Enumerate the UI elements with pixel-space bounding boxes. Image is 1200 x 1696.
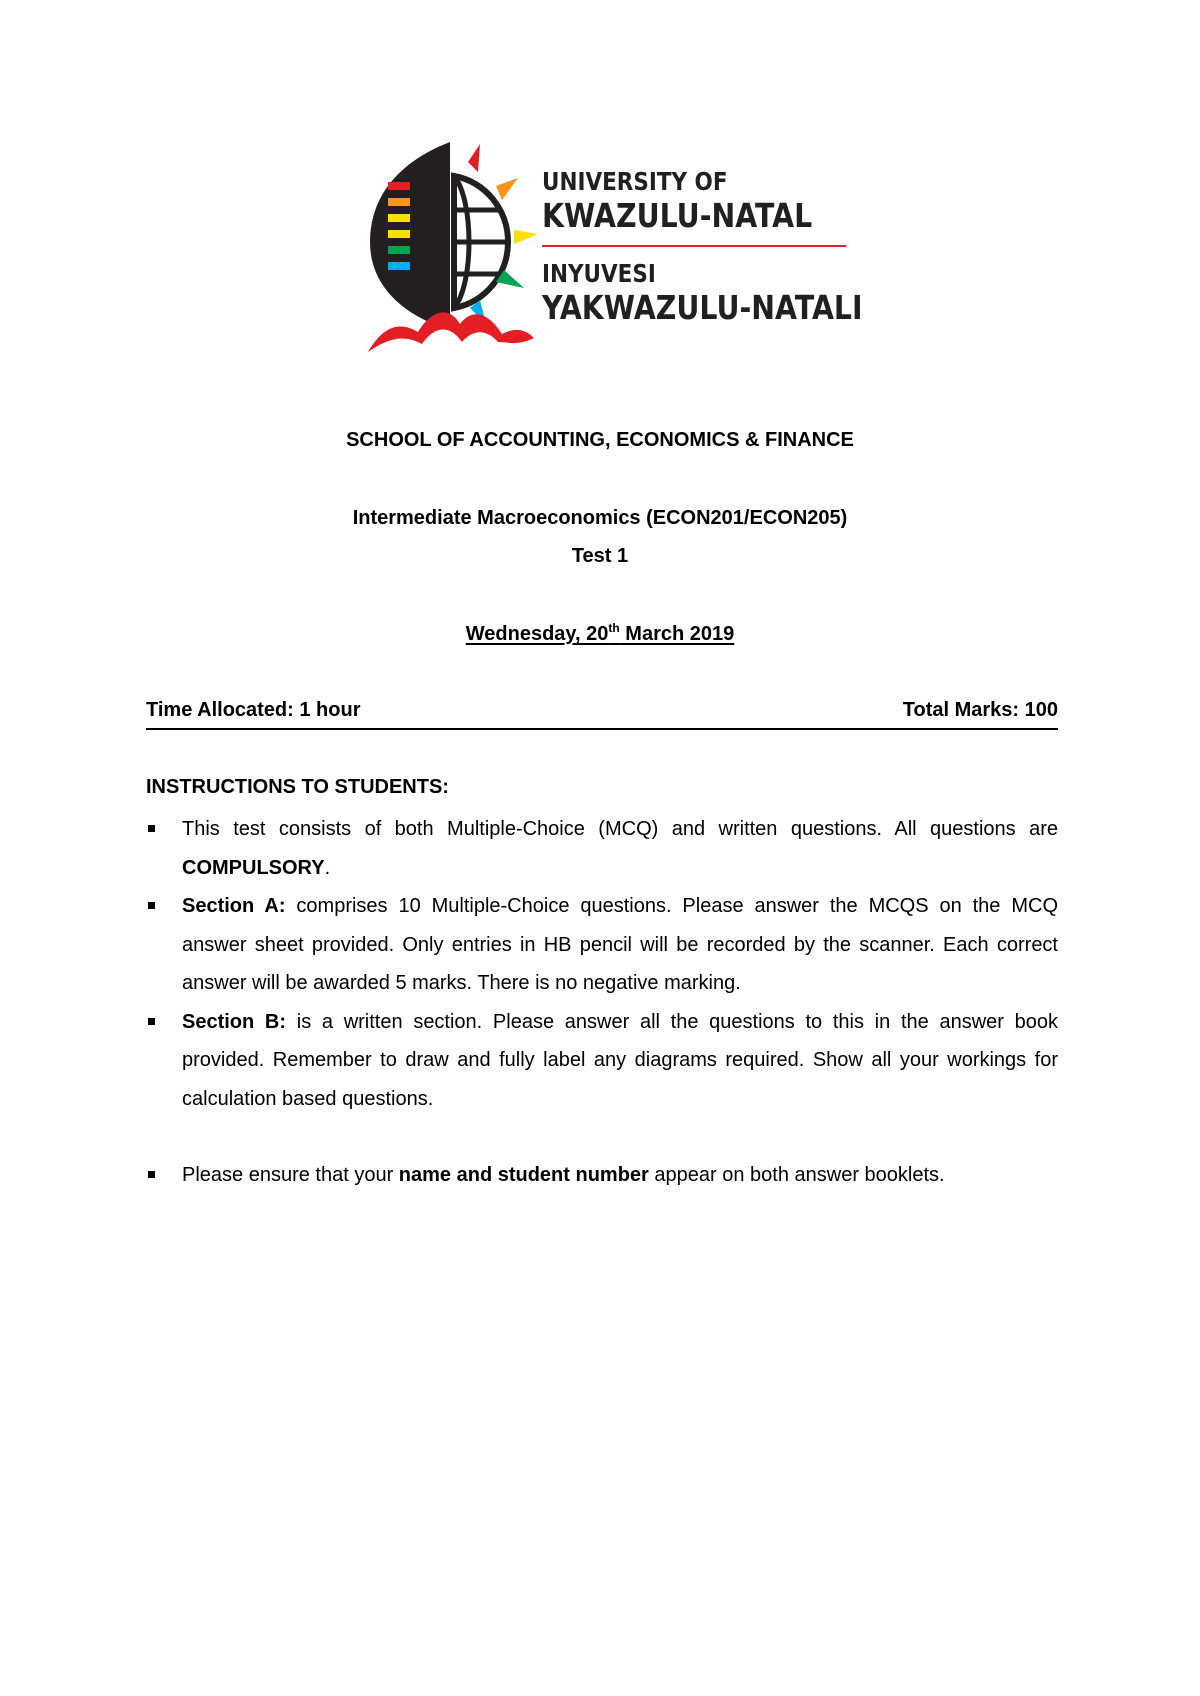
list-item <box>146 1003 1058 1119</box>
university-emblem-icon <box>368 142 548 357</box>
instruction-3-bold: Section B: <box>182 1010 287 1033</box>
logo-divider <box>542 245 846 247</box>
instruction-1-bold: COMPULSORY <box>182 856 325 879</box>
time-allocated: Time Allocated: 1 hour <box>146 699 361 721</box>
instruction-1-end: . <box>324 856 331 879</box>
instruction-2-bold: Section A: <box>182 895 286 917</box>
total-marks: Total Marks: 100 <box>902 699 1058 721</box>
test-title: Test 1 <box>571 545 629 567</box>
instruction-3-text: is a written section. Please answer all the questions to this in the answer book provided. Remember to draw and fully label any diagrams required. Show all your workings for calculation based questions. <box>182 1010 1058 1110</box>
instructions-title: INSTRUCTIONS TO STUDENTS: <box>146 776 449 798</box>
logo-line-kwazulu-natal: KWAZULU-NATAL <box>542 196 813 235</box>
list-item <box>146 810 1058 887</box>
exam-meta-row <box>146 698 1058 730</box>
exam-date-suffix: th <box>608 621 620 635</box>
university-name <box>542 167 863 327</box>
instruction-1-text: This test consists of both Multiple-Choice (MCQ) and written questions. All questions are <box>182 818 1058 840</box>
logo-line-university-of: UNIVERSITY OF <box>542 167 728 196</box>
instruction-4-text: Please ensure that your <box>182 1164 399 1186</box>
instructions-list <box>146 810 1058 1195</box>
instruction-4-end: appear on both answer booklets. <box>648 1164 945 1186</box>
school-name: SCHOOL OF ACCOUNTING, ECONOMICS & FINANCE <box>346 429 854 451</box>
logo-line-inyuvesi: INYUVESI <box>542 259 656 288</box>
bullet-icon <box>148 1018 155 1025</box>
instruction-2-text: comprises 10 Multiple-Choice questions. Please answer the MCQS on the MCQ answer sheet provided. Only entries in HB pencil will be recorded by the scanner. Each correct answer will be awarded 5 marks. There is no negative marking. <box>182 895 1058 994</box>
logo-line-yakwazulu-natali: YAKWAZULU-NATALI <box>542 288 863 327</box>
university-logo <box>368 142 863 357</box>
bullet-icon <box>148 1171 155 1178</box>
bullet-icon <box>148 902 155 909</box>
exam-date-day: Wednesday, 20 <box>465 623 609 645</box>
exam-date <box>0 622 1200 646</box>
list-item <box>146 887 1058 1003</box>
course-title: Intermediate Macroeconomics (ECON201/ECON205) <box>352 507 848 529</box>
bullet-icon <box>148 825 155 832</box>
exam-date-rest: March 2019 <box>619 623 735 645</box>
instruction-4-bold: name and student number <box>398 1164 649 1186</box>
list-item <box>146 1156 1058 1195</box>
